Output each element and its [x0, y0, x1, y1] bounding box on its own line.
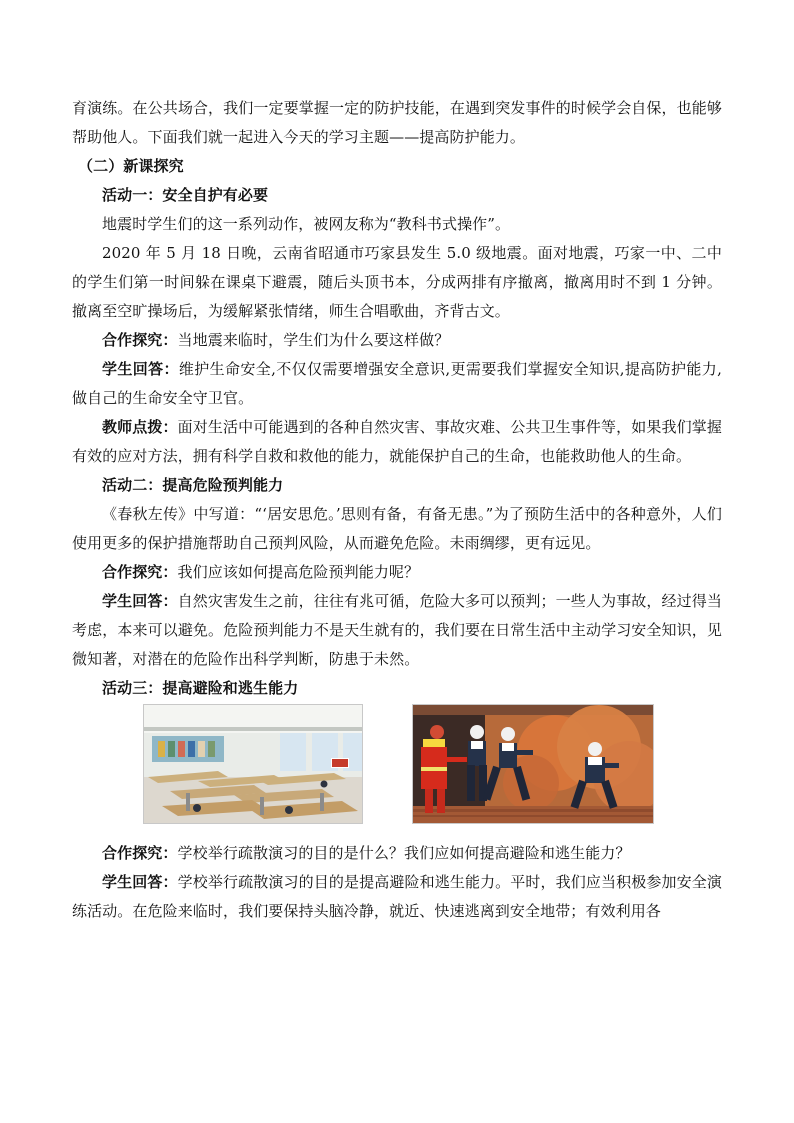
activity-1-heading: 活动一：安全自护有必要 [102, 186, 269, 204]
teacher-label: 教师点拨： [102, 418, 178, 436]
activity-3-student-answer [72, 868, 722, 926]
activity-1-paragraph-1: 地震时学生们的这一系列动作，被网友称为“教科书式操作”。 [102, 215, 511, 233]
question-text: 学校举行疏散演习的目的是什么？我们应如何提高避险和逃生能力？ [177, 844, 631, 862]
activity-3-heading: 活动三：提高避险和逃生能力 [102, 679, 299, 697]
classroom-drill-photo [143, 704, 363, 824]
activity-1-paragraph-2: 2020 年 5 月 18 日晚，云南省昭通市巧家县发生 5.0 级地震。面对地震，巧家一中、二中的学生们第一时间躲在课桌下避震，随后头顶书本，分成两排有序撤离，撤离用时不到 1 分钟。撤离至空旷操场后，为缓解紧张情绪，师生合唱歌曲，齐背古文。 [72, 244, 722, 320]
answer-label: 学生回答： [102, 873, 178, 891]
section-heading-new-lesson: （二）新课探究 [78, 157, 184, 175]
evacuation-drill-photo [412, 704, 654, 824]
paragraph-intro-continued: 育演练。在公共场合，我们一定要掌握一定的防护技能，在遇到突发事件的时候学会自保，也能够帮助他人。下面我们就一起进入今天的学习主题——提高防护能力。 [72, 99, 722, 146]
activity-1-student-answer [72, 355, 722, 413]
answer-text: 自然灾害发生之前，往往有兆可循，危险大多可以预判；一些人为事故，经过得当考虑，本来可以避免。危险预判能力不是天生就有的，我们要在日常生活中主动学习安全知识，见微知著，对潜在的危险作出科学判断，防患于未然。 [72, 592, 722, 668]
document-body [72, 94, 722, 926]
question-text: 我们应该如何提高危险预判能力呢？ [177, 563, 420, 581]
activity-1-question [72, 326, 722, 355]
answer-label: 学生回答： [102, 592, 178, 610]
activity-3-question [72, 839, 722, 868]
question-label: 合作探究： [102, 844, 178, 862]
question-label: 合作探究： [102, 563, 178, 581]
answer-text: 学校举行疏散演习的目的是提高避险和逃生能力。平时，我们应当积极参加安全演练活动。在危险来临时，我们要保持头脑冷静，就近、快速逃离到安全地带；有效利用各 [72, 873, 722, 920]
activity-2-student-answer [72, 587, 722, 674]
evacuation-illustration [413, 705, 653, 823]
answer-text: 维护生命安全,不仅仅需要增强安全意识,更需要我们掌握安全知识,提高防护能力,做自己的生命安全守卫官。 [72, 360, 722, 407]
activity-2-heading: 活动二：提高危险预判能力 [102, 476, 284, 494]
question-label: 合作探究： [102, 331, 178, 349]
teacher-text: 面对生活中可能遇到的各种自然灾害、事故灾难、公共卫生事件等，如果我们掌握有效的应对方法，拥有科学自救和救他的能力，就能保护自己的生命，也能救助他人的生命。 [72, 418, 722, 465]
classroom-illustration [144, 705, 362, 823]
answer-label: 学生回答： [102, 360, 179, 378]
activity-1-teacher-guidance [72, 413, 722, 471]
question-text: 当地震来临时，学生们为什么要这样做？ [177, 331, 450, 349]
activity-2-question [72, 558, 722, 587]
activity-2-paragraph-1: 《春秋左传》中写道：“‘居安思危。’思则有备，有备无患。”为了预防生活中的各种意外，人们使用更多的保护措施帮助自己预判风险，从而避免危险。未雨绸缪，更有远见。 [72, 505, 722, 552]
activity-3-images [72, 704, 722, 836]
